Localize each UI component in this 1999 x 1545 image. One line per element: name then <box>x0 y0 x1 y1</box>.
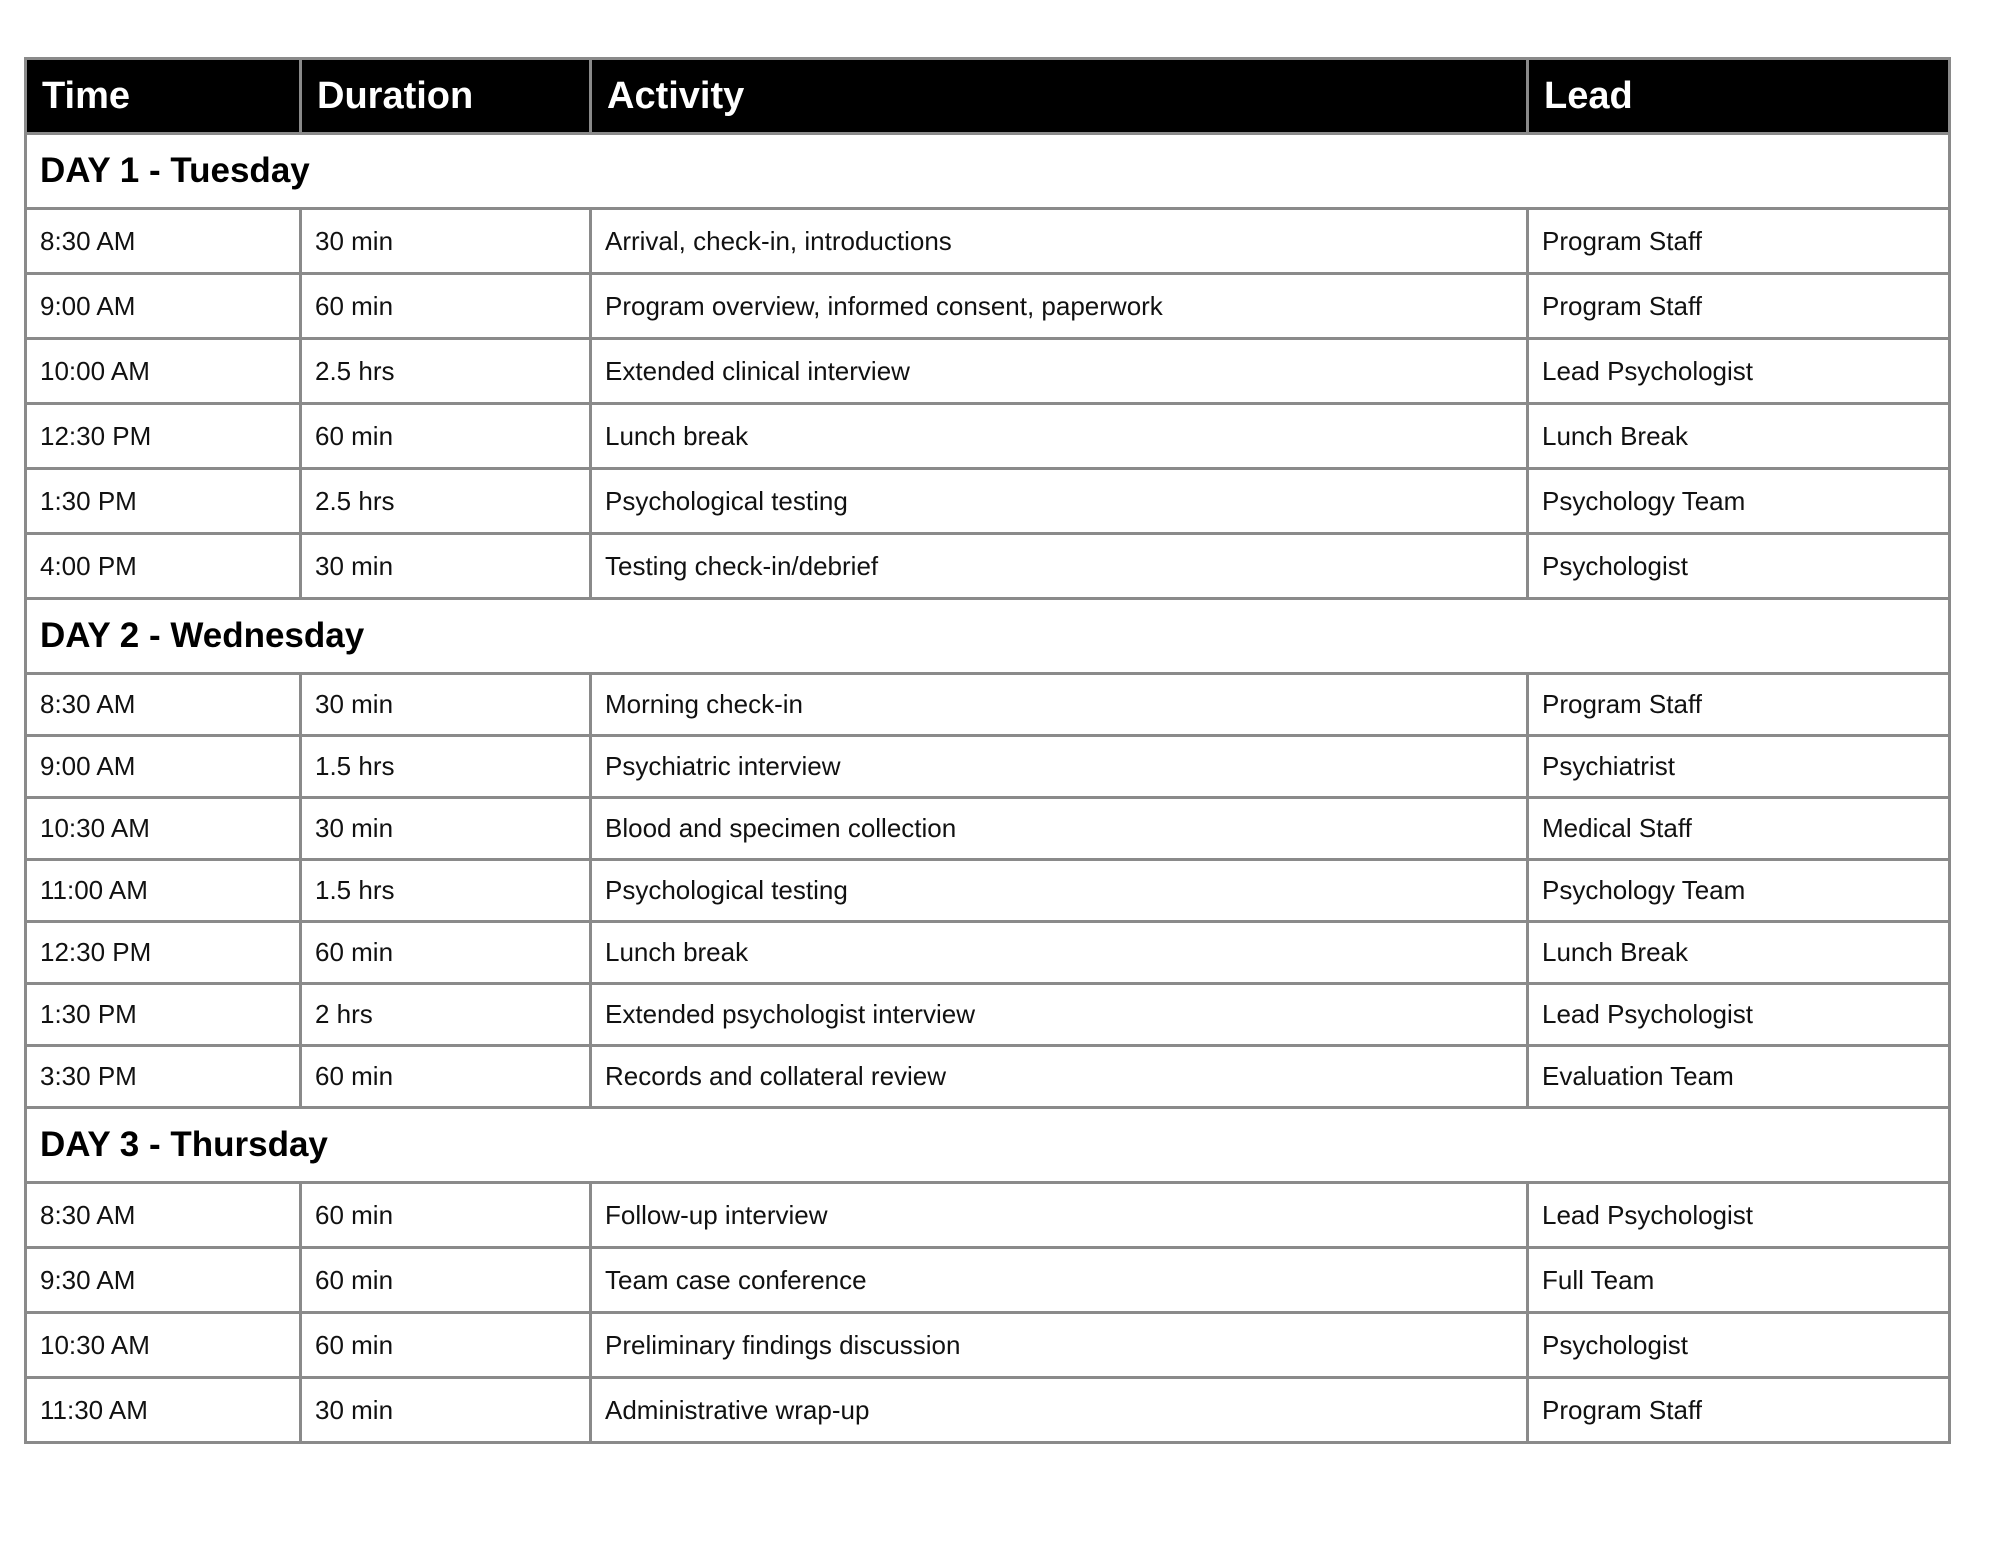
cell-time: 8:30 AM <box>26 674 301 736</box>
schedule-table <box>24 57 1951 1444</box>
table-row <box>26 1046 1950 1108</box>
table-row <box>26 274 1950 339</box>
cell-time: 1:30 PM <box>26 469 301 534</box>
table-row <box>26 860 1950 922</box>
cell-duration: 1.5 hrs <box>301 860 591 922</box>
cell-duration: 30 min <box>301 798 591 860</box>
table-row <box>26 1183 1950 1248</box>
cell-lead: Lead Psychologist <box>1528 1183 1950 1248</box>
table-row <box>26 798 1950 860</box>
cell-lead: Psychologist <box>1528 1313 1950 1378</box>
cell-activity: Records and collateral review <box>591 1046 1528 1108</box>
cell-time: 10:30 AM <box>26 1313 301 1378</box>
cell-lead: Full Team <box>1528 1248 1950 1313</box>
cell-lead: Psychologist <box>1528 534 1950 599</box>
cell-activity: Psychiatric interview <box>591 736 1528 798</box>
cell-activity: Lunch break <box>591 922 1528 984</box>
cell-duration: 2 hrs <box>301 984 591 1046</box>
cell-duration: 30 min <box>301 1378 591 1443</box>
cell-activity: Program overview, informed consent, paperwork <box>591 274 1528 339</box>
table-row <box>26 534 1950 599</box>
cell-activity: Administrative wrap-up <box>591 1378 1528 1443</box>
cell-activity: Preliminary findings discussion <box>591 1313 1528 1378</box>
table-header <box>26 59 1950 134</box>
cell-lead: Lunch Break <box>1528 922 1950 984</box>
cell-lead: Medical Staff <box>1528 798 1950 860</box>
day-label: DAY 2 - Wednesday <box>26 599 1950 674</box>
table-row <box>26 984 1950 1046</box>
header-lead: Lead <box>1528 59 1950 134</box>
cell-activity: Arrival, check-in, introductions <box>591 209 1528 274</box>
cell-lead: Lead Psychologist <box>1528 984 1950 1046</box>
table-body <box>26 134 1950 1443</box>
cell-time: 9:00 AM <box>26 736 301 798</box>
cell-duration: 60 min <box>301 1183 591 1248</box>
cell-lead: Evaluation Team <box>1528 1046 1950 1108</box>
cell-activity: Blood and specimen collection <box>591 798 1528 860</box>
cell-duration: 60 min <box>301 922 591 984</box>
cell-duration: 2.5 hrs <box>301 469 591 534</box>
cell-duration: 60 min <box>301 1046 591 1108</box>
cell-lead: Program Staff <box>1528 209 1950 274</box>
cell-time: 8:30 AM <box>26 1183 301 1248</box>
cell-activity: Psychological testing <box>591 860 1528 922</box>
cell-duration: 60 min <box>301 404 591 469</box>
cell-time: 9:30 AM <box>26 1248 301 1313</box>
cell-lead: Psychology Team <box>1528 469 1950 534</box>
cell-activity: Lunch break <box>591 404 1528 469</box>
table-row <box>26 469 1950 534</box>
table-row <box>26 922 1950 984</box>
cell-duration: 60 min <box>301 1248 591 1313</box>
day-label: DAY 1 - Tuesday <box>26 134 1950 209</box>
cell-activity: Extended psychologist interview <box>591 984 1528 1046</box>
cell-time: 3:30 PM <box>26 1046 301 1108</box>
cell-lead: Program Staff <box>1528 674 1950 736</box>
cell-activity: Testing check-in/debrief <box>591 534 1528 599</box>
cell-duration: 30 min <box>301 209 591 274</box>
header-time: Time <box>26 59 301 134</box>
header-duration: Duration <box>301 59 591 134</box>
cell-time: 12:30 PM <box>26 404 301 469</box>
table-row <box>26 209 1950 274</box>
cell-time: 10:00 AM <box>26 339 301 404</box>
cell-time: 11:30 AM <box>26 1378 301 1443</box>
cell-lead: Psychology Team <box>1528 860 1950 922</box>
cell-duration: 60 min <box>301 274 591 339</box>
table-row <box>26 1378 1950 1443</box>
day-header-row <box>26 134 1950 209</box>
table-row <box>26 404 1950 469</box>
header-row <box>26 59 1950 134</box>
cell-lead: Program Staff <box>1528 274 1950 339</box>
cell-time: 4:00 PM <box>26 534 301 599</box>
table-row <box>26 674 1950 736</box>
cell-lead: Lunch Break <box>1528 404 1950 469</box>
cell-activity: Morning check-in <box>591 674 1528 736</box>
cell-duration: 30 min <box>301 534 591 599</box>
cell-time: 9:00 AM <box>26 274 301 339</box>
table-row <box>26 1248 1950 1313</box>
header-activity: Activity <box>591 59 1528 134</box>
cell-time: 10:30 AM <box>26 798 301 860</box>
cell-duration: 30 min <box>301 674 591 736</box>
cell-time: 11:00 AM <box>26 860 301 922</box>
cell-time: 1:30 PM <box>26 984 301 1046</box>
cell-time: 8:30 AM <box>26 209 301 274</box>
cell-time: 12:30 PM <box>26 922 301 984</box>
cell-lead: Program Staff <box>1528 1378 1950 1443</box>
cell-duration: 60 min <box>301 1313 591 1378</box>
cell-activity: Psychological testing <box>591 469 1528 534</box>
cell-lead: Lead Psychologist <box>1528 339 1950 404</box>
cell-duration: 2.5 hrs <box>301 339 591 404</box>
cell-activity: Team case conference <box>591 1248 1528 1313</box>
cell-lead: Psychiatrist <box>1528 736 1950 798</box>
cell-activity: Follow-up interview <box>591 1183 1528 1248</box>
cell-activity: Extended clinical interview <box>591 339 1528 404</box>
table-row <box>26 736 1950 798</box>
day-label: DAY 3 - Thursday <box>26 1108 1950 1183</box>
day-header-row <box>26 599 1950 674</box>
table-row <box>26 1313 1950 1378</box>
cell-duration: 1.5 hrs <box>301 736 591 798</box>
table-row <box>26 339 1950 404</box>
day-header-row <box>26 1108 1950 1183</box>
